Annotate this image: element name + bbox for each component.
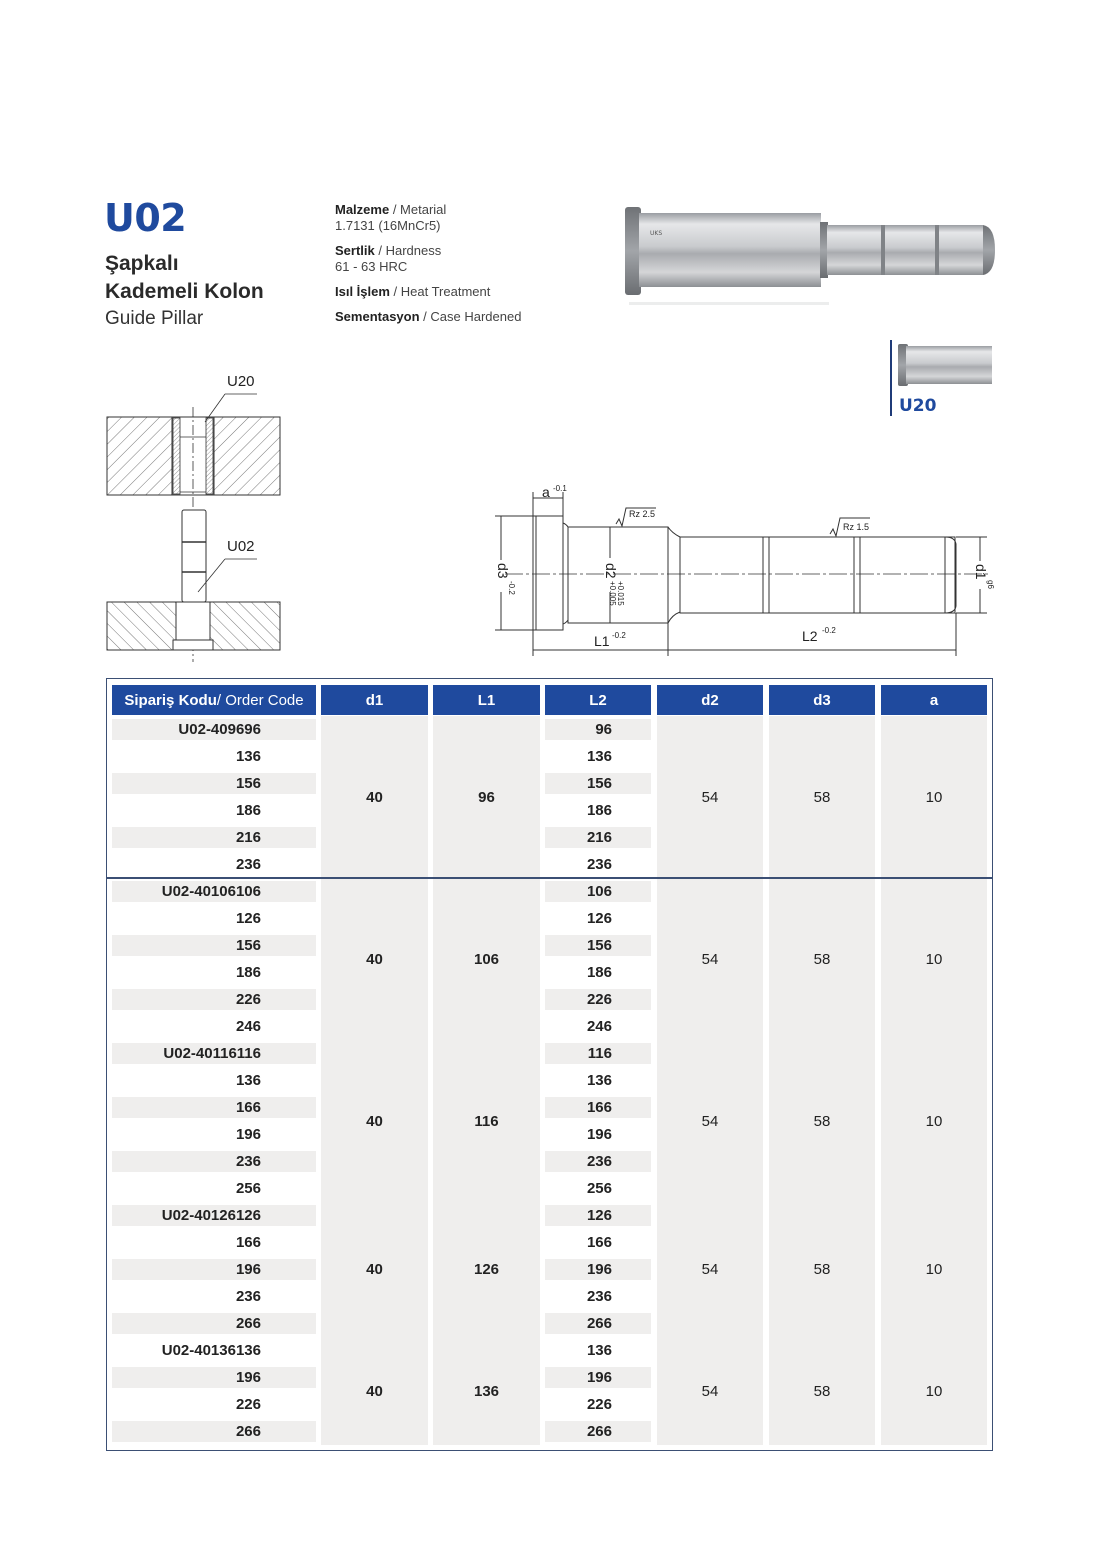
l2-cell: 166 [586, 1234, 612, 1251]
related-product-label: U20 [899, 396, 937, 416]
l2-cell: 216 [545, 827, 651, 848]
l2-cell: 116 [545, 1043, 651, 1064]
l2-cell: 136 [586, 1072, 612, 1089]
order-code-cell: 196 [235, 1126, 261, 1143]
spec-value: 61 - 63 HRC [335, 259, 408, 274]
th-order-code [112, 685, 316, 715]
dim-l1-label: L1 [594, 633, 610, 649]
order-code-cell: 186 [235, 802, 261, 819]
spec-label-en: / Case Hardened [419, 309, 522, 324]
dim-l2-label: L2 [802, 628, 818, 644]
l2-cell: 126 [586, 910, 612, 927]
spec-material [335, 202, 521, 234]
l2-cell: 136 [586, 1342, 612, 1359]
l2-cell: 246 [586, 1018, 612, 1035]
th-a: a [881, 685, 987, 715]
merged-cell-d1: 40 [321, 878, 428, 1040]
order-code-cell: 196 [112, 1259, 316, 1280]
product-photo-guide-pillar [595, 195, 1005, 305]
order-code-cell: 236 [112, 1151, 316, 1172]
order-code-cell: U02-40136136 [161, 1342, 261, 1359]
order-code-cell: U02-40106106 [112, 881, 316, 902]
merged-cell-d2: 54 [657, 716, 763, 878]
l2-cell: 236 [586, 856, 612, 873]
l2-cell: 196 [586, 1126, 612, 1143]
order-code-cell: 166 [235, 1234, 261, 1251]
merged-cell-d3: 58 [769, 1202, 875, 1337]
product-name-tr-line1: Şapkalı [105, 252, 179, 275]
spec-label: Isıl İşlem [335, 284, 390, 299]
product-name-en: Guide Pillar [105, 308, 204, 329]
merged-cell-l1: 96 [433, 716, 540, 878]
l2-cell: 226 [545, 989, 651, 1010]
l2-cell: 266 [545, 1421, 651, 1442]
order-code-cell: U02-40126126 [112, 1205, 316, 1226]
merged-cell-d3: 58 [769, 716, 875, 878]
th-order-code-en: / Order Code [216, 691, 304, 709]
l2-cell: 156 [545, 935, 651, 956]
surface-finish-rz15: Rz 1.5 [843, 522, 870, 532]
merged-cell-d3: 58 [769, 1337, 875, 1445]
order-code-cell: 216 [112, 827, 316, 848]
l2-cell: 106 [545, 881, 651, 902]
spec-label: Sementasyon [335, 309, 420, 324]
dim-a-label: a [542, 484, 550, 500]
merged-cell-d3: 58 [769, 1040, 875, 1202]
dim-d2-tolerance-upper: +0.015 [616, 581, 625, 606]
l2-cell: 156 [545, 773, 651, 794]
svg-text:UKS: UKS [650, 230, 663, 237]
order-code-cell: 266 [112, 1421, 316, 1442]
th-d2: d2 [657, 685, 763, 715]
l2-cell: 196 [545, 1259, 651, 1280]
merged-cell-d2: 54 [657, 1202, 763, 1337]
product-code-title: U02 [104, 196, 187, 240]
dim-d1-tolerance: g6 [986, 580, 995, 589]
spec-label-en: / Metarial [389, 202, 447, 217]
order-code-cell: 136 [235, 748, 261, 765]
order-code-cell: 196 [112, 1367, 316, 1388]
l2-cell: 196 [545, 1367, 651, 1388]
order-code-cell: U02-40116116 [112, 1043, 316, 1064]
order-code-cell: 266 [112, 1313, 316, 1334]
merged-cell-l1: 116 [433, 1040, 540, 1202]
merged-cell-a: 10 [881, 1337, 987, 1445]
order-code-cell: 226 [112, 989, 316, 1010]
dim-d2-label: d2 [603, 563, 619, 579]
spec-list [335, 202, 521, 334]
l2-cell: 136 [586, 748, 612, 765]
l2-cell: 226 [586, 1396, 612, 1413]
product-photo-u20 [896, 342, 996, 388]
l2-cell: 236 [586, 1288, 612, 1305]
spec-value: 1.7131 (16MnCr5) [335, 218, 441, 233]
order-code-cell: 256 [235, 1180, 261, 1197]
merged-cell-l1: 106 [433, 878, 540, 1040]
spec-label: Malzeme [335, 202, 390, 217]
order-code-cell: 166 [112, 1097, 316, 1118]
l2-cell: 256 [586, 1180, 612, 1197]
th-l1: L1 [433, 685, 540, 715]
merged-cell-d1: 40 [321, 1040, 428, 1202]
dim-a-tolerance: -0.1 [553, 484, 567, 493]
order-code-cell: 186 [235, 964, 261, 981]
order-code-cell: 226 [235, 1396, 261, 1413]
merged-cell-d2: 54 [657, 1337, 763, 1445]
order-code-cell: 126 [235, 910, 261, 927]
dim-d2-tolerance-lower: +0.005 [608, 581, 617, 606]
l2-cell: 236 [545, 1151, 651, 1172]
order-code-cell: 156 [112, 773, 316, 794]
l2-cell: 126 [545, 1205, 651, 1226]
merged-cell-d2: 54 [657, 878, 763, 1040]
group-divider [106, 877, 993, 879]
assembly-section-drawing [100, 362, 290, 662]
dim-l1-tolerance: -0.2 [612, 631, 626, 640]
l2-cell: 96 [545, 719, 651, 740]
dim-d3-tolerance: -0.2 [507, 581, 516, 595]
th-d3: d3 [769, 685, 875, 715]
merged-cell-d1: 40 [321, 716, 428, 878]
merged-cell-a: 10 [881, 716, 987, 878]
spec-label-en: / Hardness [374, 243, 442, 258]
order-code-cell: U02-409696 [112, 719, 316, 740]
th-d1: d1 [321, 685, 428, 715]
merged-cell-a: 10 [881, 1202, 987, 1337]
merged-cell-d3: 58 [769, 878, 875, 1040]
dim-l2-tolerance: -0.2 [822, 626, 836, 635]
technical-drawing [490, 478, 1010, 668]
dim-d3-label: d3 [495, 563, 511, 579]
th-order-code-tr: Sipariş Kodu [124, 691, 217, 709]
merged-cell-d1: 40 [321, 1337, 428, 1445]
order-code-cell: 136 [235, 1072, 261, 1089]
product-name-tr [105, 250, 264, 306]
merged-cell-l1: 136 [433, 1337, 540, 1445]
l2-cell: 166 [545, 1097, 651, 1118]
spec-hardness [335, 243, 521, 275]
merged-cell-l1: 126 [433, 1202, 540, 1337]
surface-finish-rz25: Rz 2.5 [629, 509, 656, 519]
label-u20: U20 [227, 373, 255, 390]
merged-cell-d1: 40 [321, 1202, 428, 1337]
l2-cell: 186 [586, 802, 612, 819]
l2-cell: 266 [545, 1313, 651, 1334]
spec-case-hardened [335, 309, 521, 325]
merged-cell-a: 10 [881, 1040, 987, 1202]
label-u02: U02 [227, 538, 255, 555]
spec-heat-treatment [335, 284, 521, 300]
order-code-cell: 236 [235, 856, 261, 873]
spec-label-en: / Heat Treatment [389, 284, 491, 299]
merged-cell-a: 10 [881, 878, 987, 1040]
dim-d1-label: d1 [973, 564, 989, 580]
order-code-cell: 236 [235, 1288, 261, 1305]
th-l2: L2 [545, 685, 651, 715]
order-code-cell: 246 [235, 1018, 261, 1035]
merged-cell-d2: 54 [657, 1040, 763, 1202]
spec-label: Sertlik [335, 243, 375, 258]
product-name-tr-line2: Kademeli Kolon [105, 280, 264, 303]
l2-cell: 186 [586, 964, 612, 981]
order-code-cell: 156 [112, 935, 316, 956]
